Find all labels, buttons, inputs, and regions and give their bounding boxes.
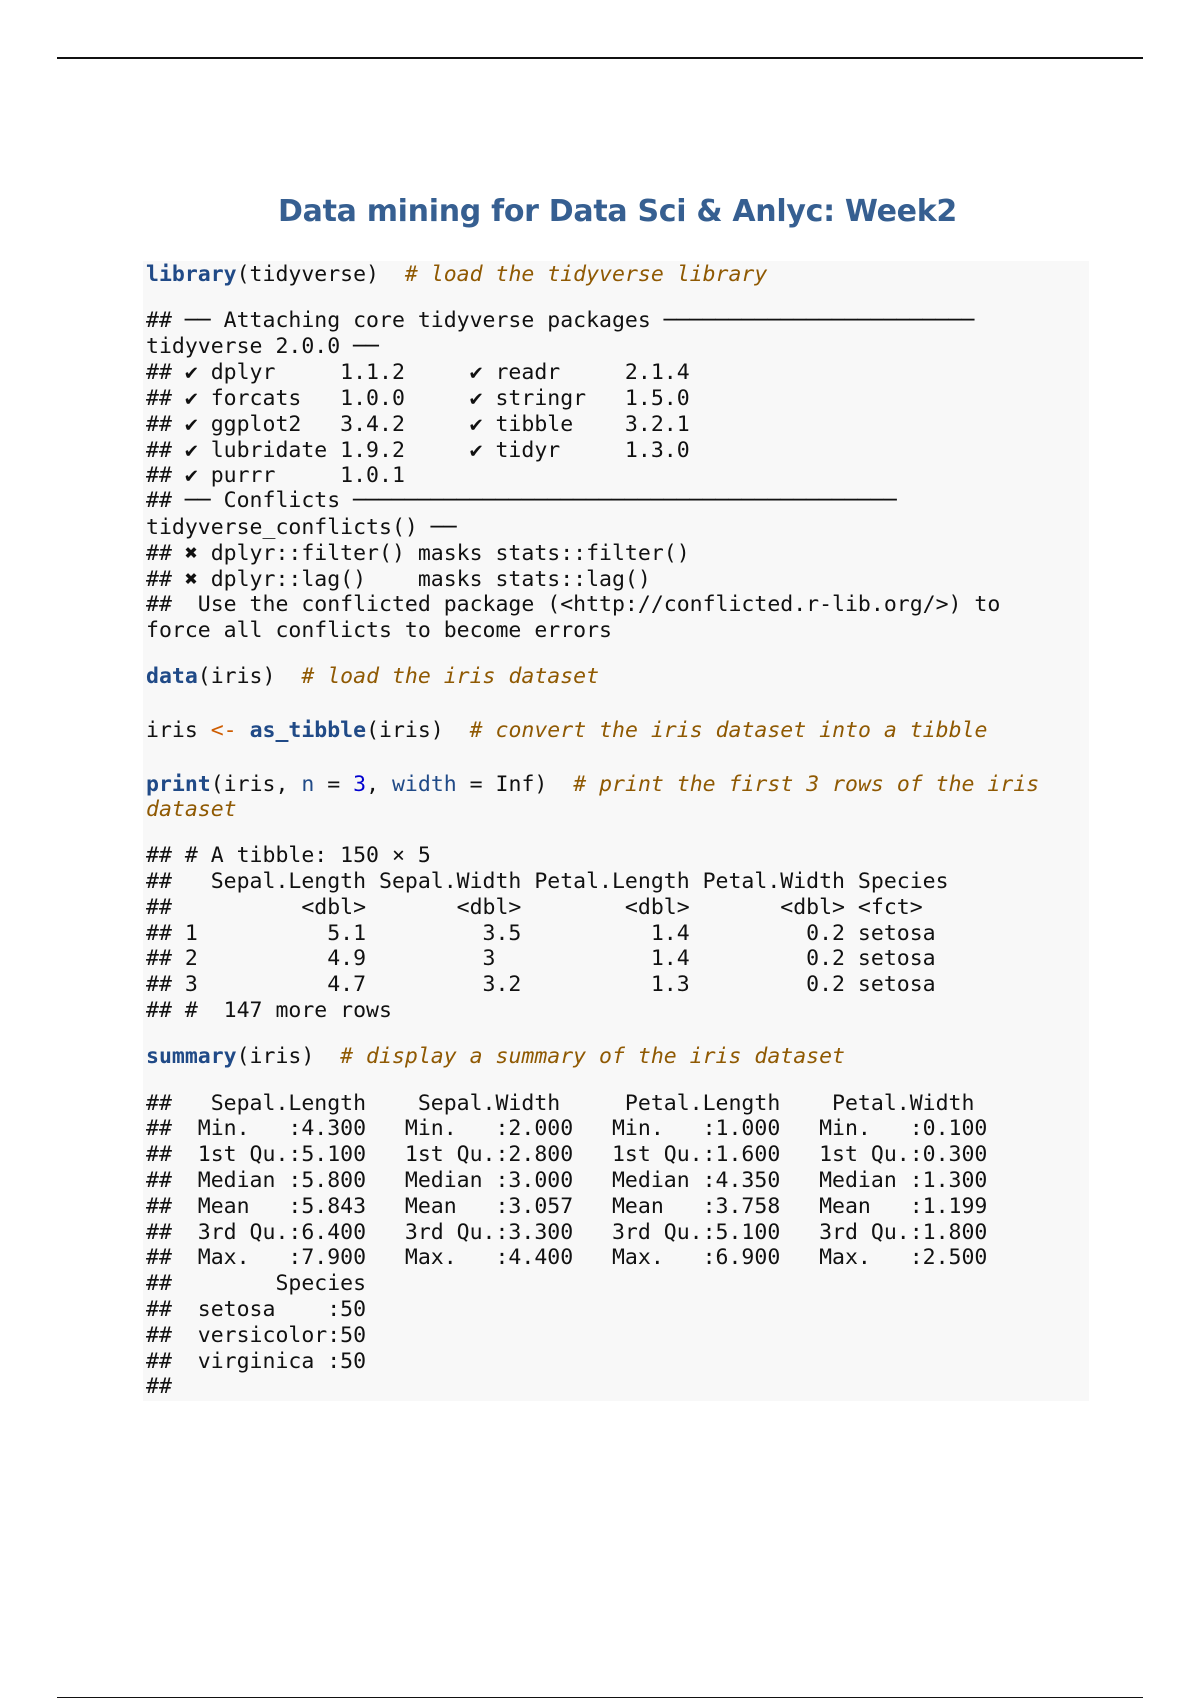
output-line: ## # 147 more rows	[146, 998, 392, 1023]
function-name: data	[146, 664, 198, 689]
output-line: ## 3 4.7 3.2 1.3 0.2 setosa	[146, 972, 936, 997]
argument-name: n	[301, 772, 315, 797]
output-line: ## Min. :4.300 Min. :2.000 Min. :1.000 Min. :0.100	[146, 1116, 988, 1141]
output-line: force all conflicts to become errors	[146, 618, 612, 643]
function-args: (iris)	[236, 1044, 341, 1069]
output-line: ## Mean :5.843 Mean :3.057 Mean :3.758 Mean :1.199	[146, 1194, 988, 1219]
output-line: ## ✖ dplyr::lag() masks stats::lag()	[146, 567, 651, 592]
output-line: ## 2 4.9 3 1.4 0.2 setosa	[146, 946, 936, 971]
function-name: print	[146, 772, 211, 797]
output-line: ## 1 5.1 3.5 1.4 0.2 setosa	[146, 921, 936, 946]
output-line: ## # A tibble: 150 × 5	[146, 843, 431, 868]
code-line-library	[146, 262, 767, 288]
output-line: ## 1st Qu.:5.100 1st Qu.:2.800 1st Qu.:1.600 1st Qu.:0.300	[146, 1142, 988, 1167]
number-literal: 3	[353, 772, 367, 797]
output-line: ## Sepal.Length Sepal.Width Petal.Length Petal.Width Species	[146, 869, 949, 894]
output-line: ## ── Conflicts ──────────────────────────────────────────	[146, 488, 897, 513]
output-line: ## ✖ dplyr::filter() masks stats::filter()	[146, 541, 690, 566]
argument-name: width	[391, 772, 457, 797]
output-line: ## Median :5.800 Median :3.000 Median :4.350 Median :1.300	[146, 1168, 988, 1193]
output-line: tidyverse_conflicts() ──	[146, 515, 457, 540]
output-line: ## versicolor:50	[146, 1323, 367, 1348]
output-line: ## ✔ lubridate 1.9.2 ✔ tidyr 1.3.0	[146, 438, 690, 463]
output-line: ## virginica :50	[146, 1349, 367, 1374]
code-comment: # display a summary of the iris dataset	[340, 1044, 845, 1069]
output-line: ## Species	[146, 1271, 367, 1296]
code-comment: # convert the iris dataset into a tibble	[469, 718, 988, 743]
output-line: ## Max. :7.900 Max. :4.400 Max. :6.900 Max. :2.500	[146, 1245, 988, 1270]
output-line: ## <dbl> <dbl> <dbl> <dbl> <fct>	[146, 895, 923, 920]
code-line-as-tibble	[146, 718, 987, 744]
output-line: ## setosa :50	[146, 1297, 367, 1322]
variable-name: iris	[146, 718, 211, 743]
code-line-data	[146, 664, 599, 690]
output-line: tidyverse 2.0.0 ──	[146, 334, 379, 359]
output-line: ## ✔ purrr 1.0.1	[146, 463, 405, 488]
header-rule	[57, 57, 1143, 59]
output-line: ## ✔ ggplot2 3.4.2 ✔ tibble 3.2.1	[146, 412, 690, 437]
function-name: library	[146, 262, 237, 287]
function-name: summary	[146, 1044, 237, 1069]
code-comment: # load the iris dataset	[301, 664, 600, 689]
output-line: ## ── Attaching core tidyverse packages ────────────────────────	[146, 308, 975, 333]
output-line: ## ✔ forcats 1.0.0 ✔ stringr 1.5.0	[146, 386, 690, 411]
footer-rule	[57, 1697, 1143, 1698]
function-args: (iris)	[366, 718, 470, 743]
assign-operator: <-	[210, 718, 237, 743]
code-comment: # load the tidyverse library	[404, 262, 768, 287]
output-line: ## ✔ dplyr 1.1.2 ✔ readr 2.1.4	[146, 360, 690, 385]
document-title: Data mining for Data Sci & Anlyc: Week2	[278, 194, 957, 229]
output-line: ## Sepal.Length Sepal.Width Petal.Length Petal.Width	[146, 1091, 975, 1116]
code-line-summary	[146, 1044, 845, 1070]
function-args: (tidyverse)	[236, 262, 405, 287]
code-line-print: print(iris, n = 3, width = Inf) # print the first 3 rows of the iris	[146, 772, 1040, 797]
function-args: (iris)	[197, 664, 302, 689]
code-comment: # print the first 3 rows of the iris	[573, 772, 1040, 797]
output-line: ##	[146, 1374, 172, 1399]
output-line: ## Use the conflicted package (<http://conflicted.r-lib.org/>) to	[146, 592, 1001, 617]
output-line: ## 3rd Qu.:6.400 3rd Qu.:3.300 3rd Qu.:5.100 3rd Qu.:1.800	[146, 1220, 988, 1245]
code-comment-continuation: dataset	[146, 797, 237, 822]
function-name: as_tibble	[249, 718, 367, 743]
